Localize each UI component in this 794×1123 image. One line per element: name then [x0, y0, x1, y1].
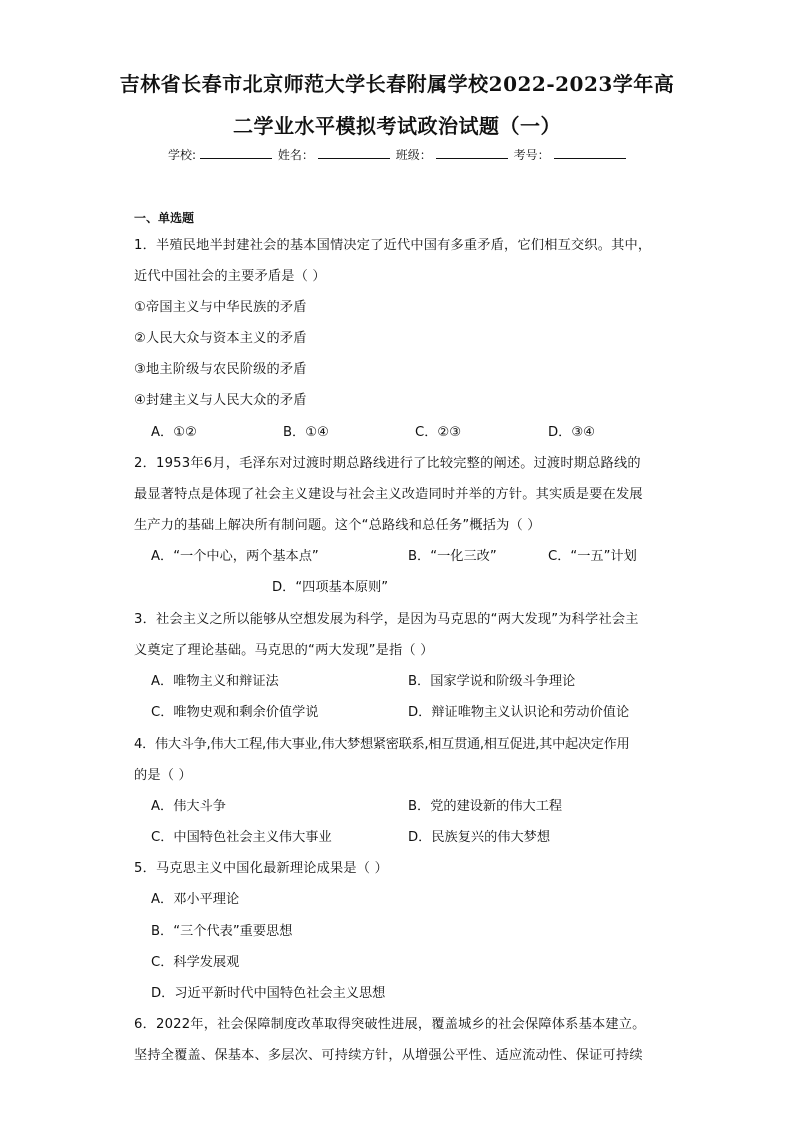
q2-stem-line3: 生产力的基础上解决所有制问题。这个“总路线和总任务”概括为（ ）: [134, 518, 541, 533]
q4-option-a[interactable]: A．伟大斗争: [151, 799, 226, 814]
q2-stem-line1: 2．1953年6月，毛泽东对过渡时期总路线进行了比较完整的阐述。过渡时期总路线的: [134, 456, 641, 471]
q2-option-b[interactable]: B．“一化三改”: [408, 549, 497, 564]
q6-stem-line2: 坚持全覆盖、保基本、多层次、可持续方针，从增强公平性、适应流动性、保证可持续: [134, 1048, 643, 1063]
q4-option-d[interactable]: D．民族复兴的伟大梦想: [408, 830, 551, 845]
q3-stem-line1: 3．社会主义之所以能够从空想发展为科学，是因为马克思的“两大发现”为科学社会主: [134, 612, 639, 627]
q3-option-d[interactable]: D．辩证唯物主义认识论和劳动价值论: [408, 705, 630, 720]
q3-option-c[interactable]: C．唯物史观和剩余价值学说: [151, 705, 319, 720]
q5-option-b[interactable]: B．“三个代表”重要思想: [151, 924, 293, 939]
q4-stem-line2: 的是（ ）: [134, 768, 192, 783]
q3-stem-line2: 义奠定了理论基础。马克思的“两大发现”是指（ ）: [134, 643, 434, 658]
q1-stem-line2: 近代中国社会的主要矛盾是（ ）: [134, 269, 326, 284]
name-blank[interactable]: [318, 146, 390, 159]
q2-option-c[interactable]: C．“一五”计划: [548, 549, 637, 564]
exam-title-line1: 吉林省长春市北京师范大学长春附属学校2022-2023学年高: [119, 72, 675, 96]
q6-stem-line1: 6．2022年，社会保障制度改革取得突破性进展，覆盖城乡的社会保障体系基本建立。: [134, 1017, 646, 1032]
q2-stem-line2: 最显著特点是体现了社会主义建设与社会主义改造同时并举的方针。其实质是要在发展: [134, 487, 643, 502]
school-label: 学校:: [168, 148, 197, 162]
q3-option-a[interactable]: A．唯物主义和辩证法: [151, 674, 279, 689]
class-blank[interactable]: [436, 146, 508, 159]
q4-option-c[interactable]: C．中国特色社会主义伟大事业: [151, 830, 332, 845]
school-blank[interactable]: [200, 146, 272, 159]
q1-option-b[interactable]: B．①④: [283, 425, 329, 440]
student-info-row: [168, 146, 638, 163]
q1-option-a[interactable]: A．①②: [151, 425, 197, 440]
q5-option-d[interactable]: D．习近平新时代中国特色社会主义思想: [151, 986, 386, 1001]
name-label: 姓名：: [277, 148, 314, 162]
q4-option-b[interactable]: B．党的建设新的伟大工程: [408, 799, 563, 814]
q1-option-c[interactable]: C．②③: [415, 425, 462, 440]
q2-option-a[interactable]: A．“一个中心，两个基本点”: [151, 549, 319, 564]
q1-option-d[interactable]: D．③④: [548, 425, 595, 440]
q1-stem-line1: 1．半殖民地半封建社会的基本国情决定了近代中国有多重矛盾，它们相互交织。其中，: [134, 238, 652, 253]
exam-no-blank[interactable]: [554, 146, 626, 159]
exam-no-label: 考号：: [513, 148, 550, 162]
class-label: 班级：: [395, 148, 432, 162]
exam-title-line2: 二学业水平模拟考试政治试题（一）: [233, 114, 561, 138]
q1-item-2: ②人民大众与资本主义的矛盾: [134, 331, 307, 346]
q2-option-d[interactable]: D．“四项基本原则”: [272, 580, 389, 595]
q5-option-c[interactable]: C．科学发展观: [151, 955, 240, 970]
section-heading: 一、单选题: [134, 211, 195, 225]
q5-option-a[interactable]: A．邓小平理论: [151, 892, 240, 907]
q5-stem-line1: 5．马克思主义中国化最新理论成果是（ ）: [134, 861, 388, 876]
q1-item-1: ①帝国主义与中华民族的矛盾: [134, 300, 307, 315]
q1-item-4: ④封建主义与人民大众的矛盾: [134, 393, 307, 408]
q1-item-3: ③地主阶级与农民阶级的矛盾: [134, 362, 307, 377]
q3-option-b[interactable]: B．国家学说和阶级斗争理论: [408, 674, 576, 689]
q4-stem-line1: 4．伟大斗争,伟大工程,伟大事业,伟大梦想紧密联系,相互贯通,相互促进,其中起决定作用: [134, 737, 630, 752]
